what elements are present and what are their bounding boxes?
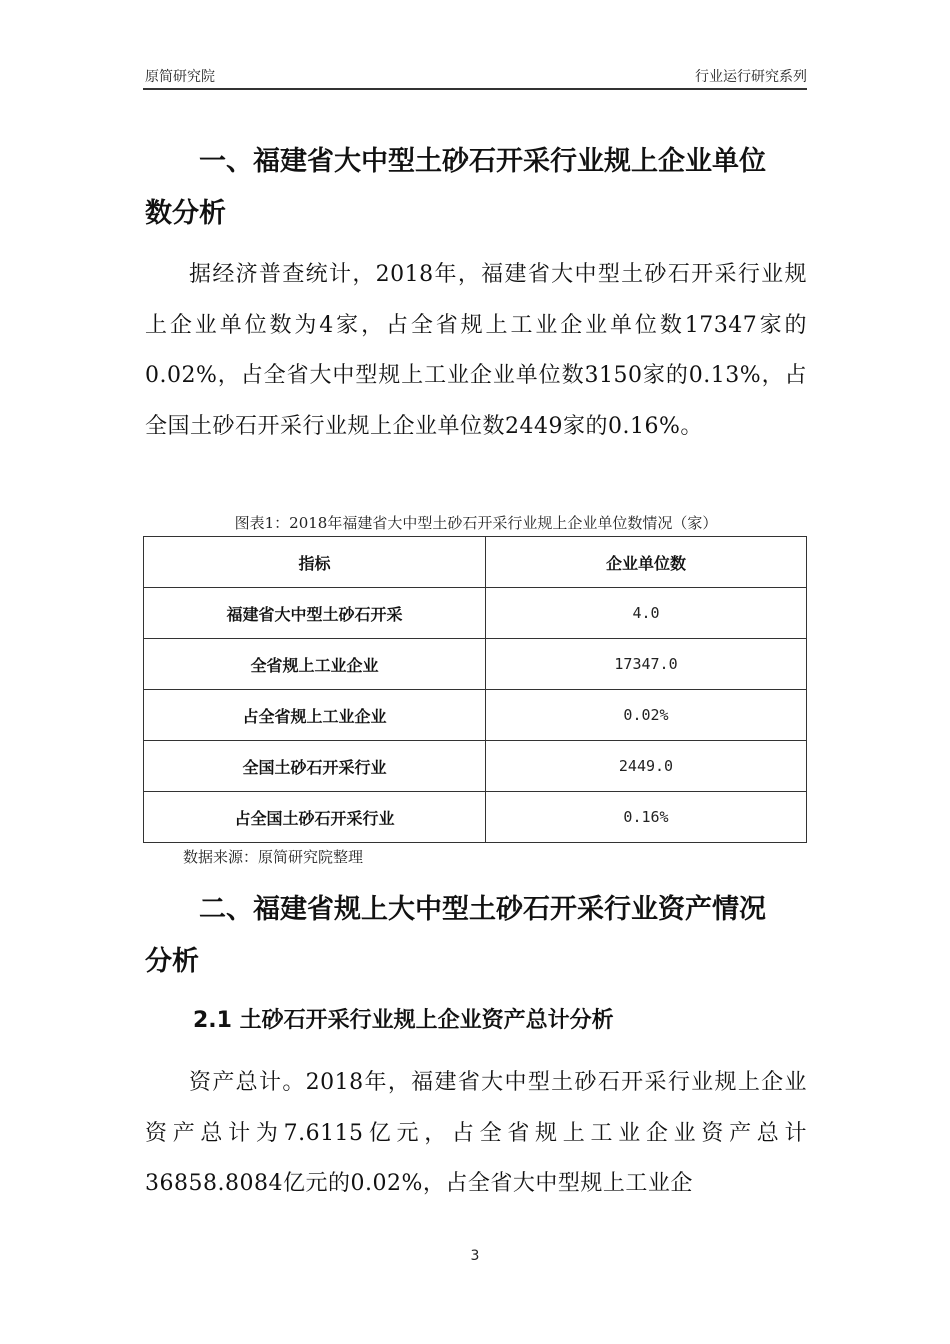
table-cell-value: 2449.0: [486, 741, 807, 792]
table-row: [144, 639, 807, 690]
section2-subheading: 2.1 土砂石开采行业规上企业资产总计分析: [193, 1008, 614, 1033]
section2-heading-line1: 二、福建省规上大中型土砂石开采行业资产情况: [199, 894, 766, 925]
header-series-name: 行业运行研究系列: [695, 69, 807, 85]
section1-heading: [145, 136, 807, 240]
table-cell-value: 17347.0: [486, 639, 807, 690]
table-row: [144, 588, 807, 639]
section2-heading-line2: 分析: [145, 946, 199, 977]
enterprise-count-table: [143, 536, 807, 843]
table-cell-value: 0.02%: [486, 690, 807, 741]
table-header-count: 企业单位数: [486, 537, 807, 588]
header-divider: [143, 88, 807, 90]
table-header-indicator: 指标: [144, 537, 486, 588]
section1-heading-line1: 一、福建省大中型土砂石开采行业规上企业单位: [199, 146, 766, 177]
header-org-name: 原简研究院: [145, 69, 215, 85]
section2-heading: [145, 884, 807, 988]
table-source-note: 数据来源：原简研究院整理: [183, 848, 364, 866]
table-cell-value: 4.0: [486, 588, 807, 639]
table-cell-label: 全省规上工业企业: [144, 639, 486, 690]
section1-paragraph: 据经济普查统计，2018年，福建省大中型土砂石开采行业规上企业单位数为4家，占全省规上工业企业单位数17347家的0.02%，占全省大中型规上工业企业单位数3150家的0.13%，占全国土砂石开采行业规上企业单位数2449家的0.16%。: [145, 262, 807, 439]
table-row: [144, 792, 807, 843]
table-row: [144, 741, 807, 792]
table-row: [144, 690, 807, 741]
table-cell-label: 占全省规上工业企业: [144, 690, 486, 741]
section2-paragraph: 资产总计。2018年，福建省大中型土砂石开采行业规上企业资产总计为7.6115亿元，占全省规上工业企业资产总计36858.8084亿元的0.02%，占全省大中型规上工业企: [145, 1070, 807, 1196]
page-number: 3: [470, 1248, 480, 1264]
table-cell-label: 全国土砂石开采行业: [144, 741, 486, 792]
section1-heading-line2: 数分析: [145, 198, 226, 229]
table-cell-label: 福建省大中型土砂石开采: [144, 588, 486, 639]
table-caption: 图表1：2018年福建省大中型土砂石开采行业规上企业单位数情况（家）: [234, 514, 718, 532]
table-header-row: [144, 537, 807, 588]
table-cell-label: 占全国土砂石开采行业: [144, 792, 486, 843]
table-cell-value: 0.16%: [486, 792, 807, 843]
